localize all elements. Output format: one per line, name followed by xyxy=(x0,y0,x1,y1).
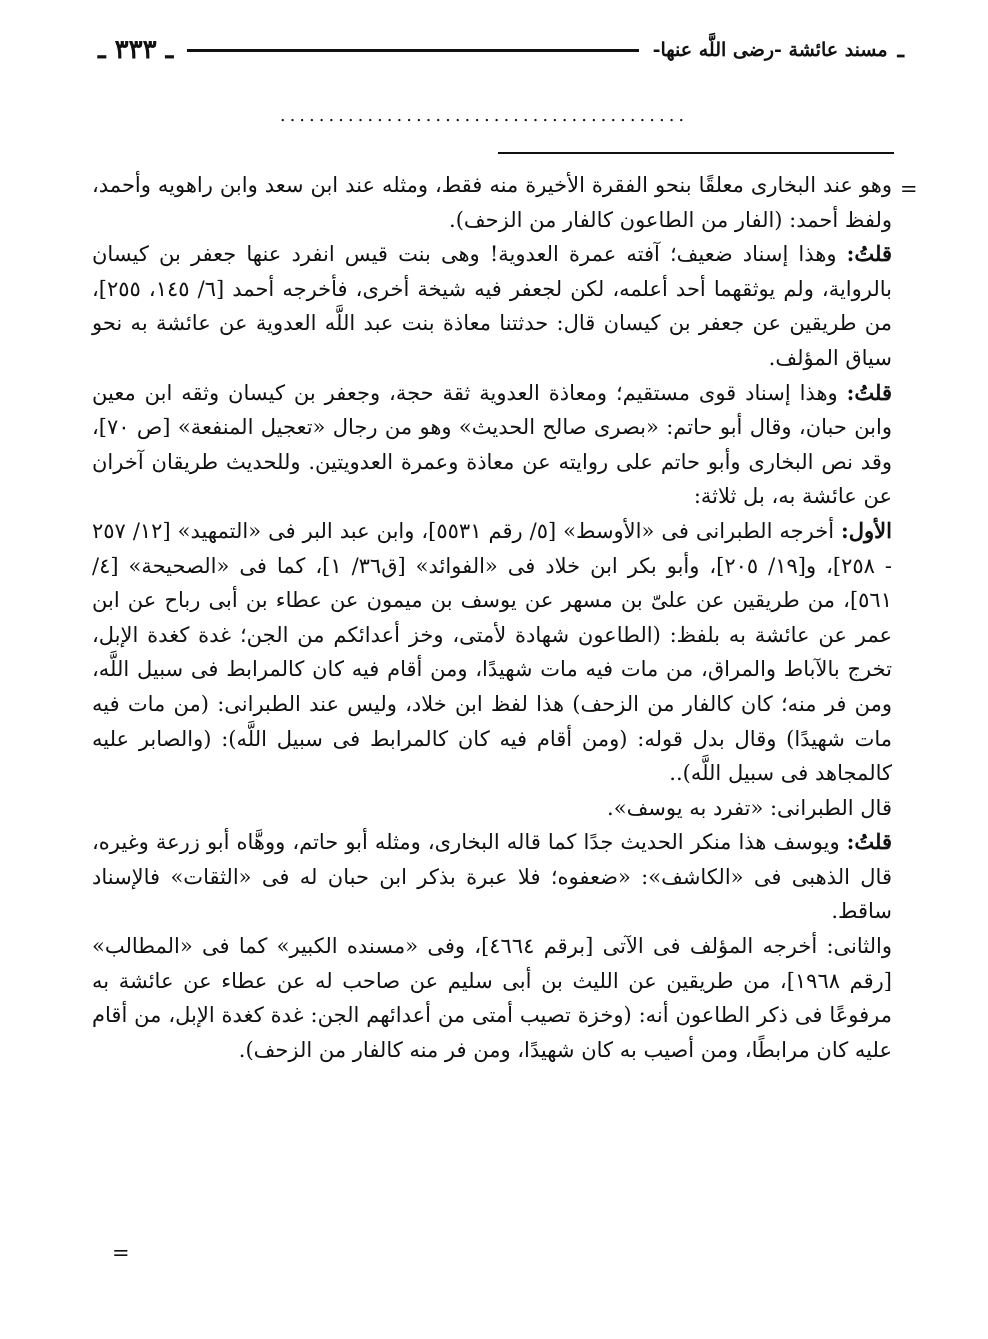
page-number: ـ ٣٣٣ ـ xyxy=(98,35,174,65)
paragraph-text: وهذا إسناد قوى مستقيم؛ ومعاذة العدوية ثقة حجة، وجعفر بن كيسان وثقه ابن معين وابن حبان، وقال أبو حاتم: «بصرى صالح الحديث» وهو من رجال «تعجيل المنفعة» [ص ٧٠]، وقد نص البخارى وأبو حاتم على روايته عن معاذة وعمرة العدويتين. وللحديث طريقان آخران عن عائشة به، بل ثلاثة: xyxy=(92,380,892,509)
paragraph-lead: قلتُ: xyxy=(846,241,892,267)
continuation-mark-start: = xyxy=(900,177,918,201)
paragraph-7 xyxy=(92,929,892,1067)
paragraph-text: والثانى: أخرجه المؤلف فى الآتى [برقم ٤٦٦٤]، وفى «مسنده الكبير» كما فى «المطالب» [رقم ١٩٦٨]، من طريقين عن الليث بن أبى سليم عن صاحب له عن عطاء عن عائشة به مرفوعًا فى ذكر الطاعون أنه: (وخزة تصيب أمتى من أعدائهم الجن: غدة كغدة الإبل، من أقام عليه كان مرابطًا، ومن أصيب به كان شهيدًا، ومن فر منه كالفار من الزحف). xyxy=(92,934,892,1062)
paragraph-text: ويوسف هذا منكر الحديث جدًا كما قاله البخارى، ومثله أبو حاتم، ووهَّاه أبو زرعة وغيره، قال الذهبى فى «الكاشف»: «ضعفوه؛ فلا عبرة بذكر ابن حبان له فى «الثقات» فالإسناد ساقط. xyxy=(92,830,892,924)
header-rule xyxy=(187,49,638,52)
paragraph-text: قال الطبرانى: «تفرد به يوسف». xyxy=(607,795,892,820)
continuation-mark-end: = xyxy=(112,1241,130,1265)
paragraph-2 xyxy=(92,237,892,375)
paragraph-lead: الأول: xyxy=(841,517,892,543)
running-title: مسند عائشة -رضى اللَّه عنها- xyxy=(652,39,888,61)
paragraph-4 xyxy=(92,514,892,791)
paragraph-lead: قلتُ: xyxy=(846,379,892,405)
header-dash: ـ xyxy=(897,37,904,63)
paragraph-text: أخرجه الطبرانى فى «الأوسط» [٥/ رقم ٥٥٣١]، وابن عبد البر فى «التمهيد» [١٢/ ٢٥٧ - ٢٥٨]، و[١٩/ ٢٠٥]، وأبو بكر ابن خلاد فى «الفوائد» [ق٣٦/ ١]، كما فى «الصحيحة» [٤/ ٥٦١]، من طريقين عن علىّ بن مسهر عن يوسف بن ميمون عن عطاء بن أبى رباح عن ابن عمر عن عائشة به بلفظ: (الطاعون شهادة لأمتى، وخز أعدائكم من الجن؛ غدة كغدة الإبل، تخرج بالآباط والمراق، من مات فيه مات شهيدًا، ومن أقام فيه كان كالمرابط فى سبيل اللَّه، ومن فر منه؛ كان كالفار من الزحف) هذا لفظ ابن خلاد، وليس عند الطبرانى: (من مات فيه مات شهيدًا) وقال بدل قوله: (ومن أقام فيه كان كالمرابط فى سبيل اللَّه): (والصابر عليه كالمجاهد فى سبيل اللَّه).. xyxy=(92,518,892,786)
paragraph-6 xyxy=(92,825,892,929)
paragraph-1 xyxy=(92,168,892,237)
paragraph-3 xyxy=(92,376,892,514)
page-header xyxy=(92,30,904,70)
paragraph-5 xyxy=(92,791,892,826)
paragraph-lead: قلتُ: xyxy=(846,829,893,855)
paragraph-text: وهو عند البخارى معلقًا بنحو الفقرة الأخيرة منه فقط، ومثله عند ابن سعد وابن راهويه وأحمد، ولفظ أحمد: (الفار من الطاعون كالفار من الزحف). xyxy=(92,173,892,232)
footnote-rule xyxy=(498,152,894,154)
separator-dots: .......................................... xyxy=(279,106,689,126)
footnote-body xyxy=(92,168,892,1067)
paragraph-text: وهذا إسناد ضعيف؛ آفته عمرة العدوية! وهى بنت قيس انفرد عنها جعفر بن كيسان بالرواية، ولم يوثقهما أحد أعلمه، لكن لجعفر فيه شيخة أخرى، فأخرجه أحمد [٦/ ١٤٥، ٢٥٥]، من طريقين عن جعفر بن كيسان قال: حدثتنا معاذة بنت عبد اللَّه العدوية عن عائشة به نحو سياق المؤلف. xyxy=(92,242,892,370)
